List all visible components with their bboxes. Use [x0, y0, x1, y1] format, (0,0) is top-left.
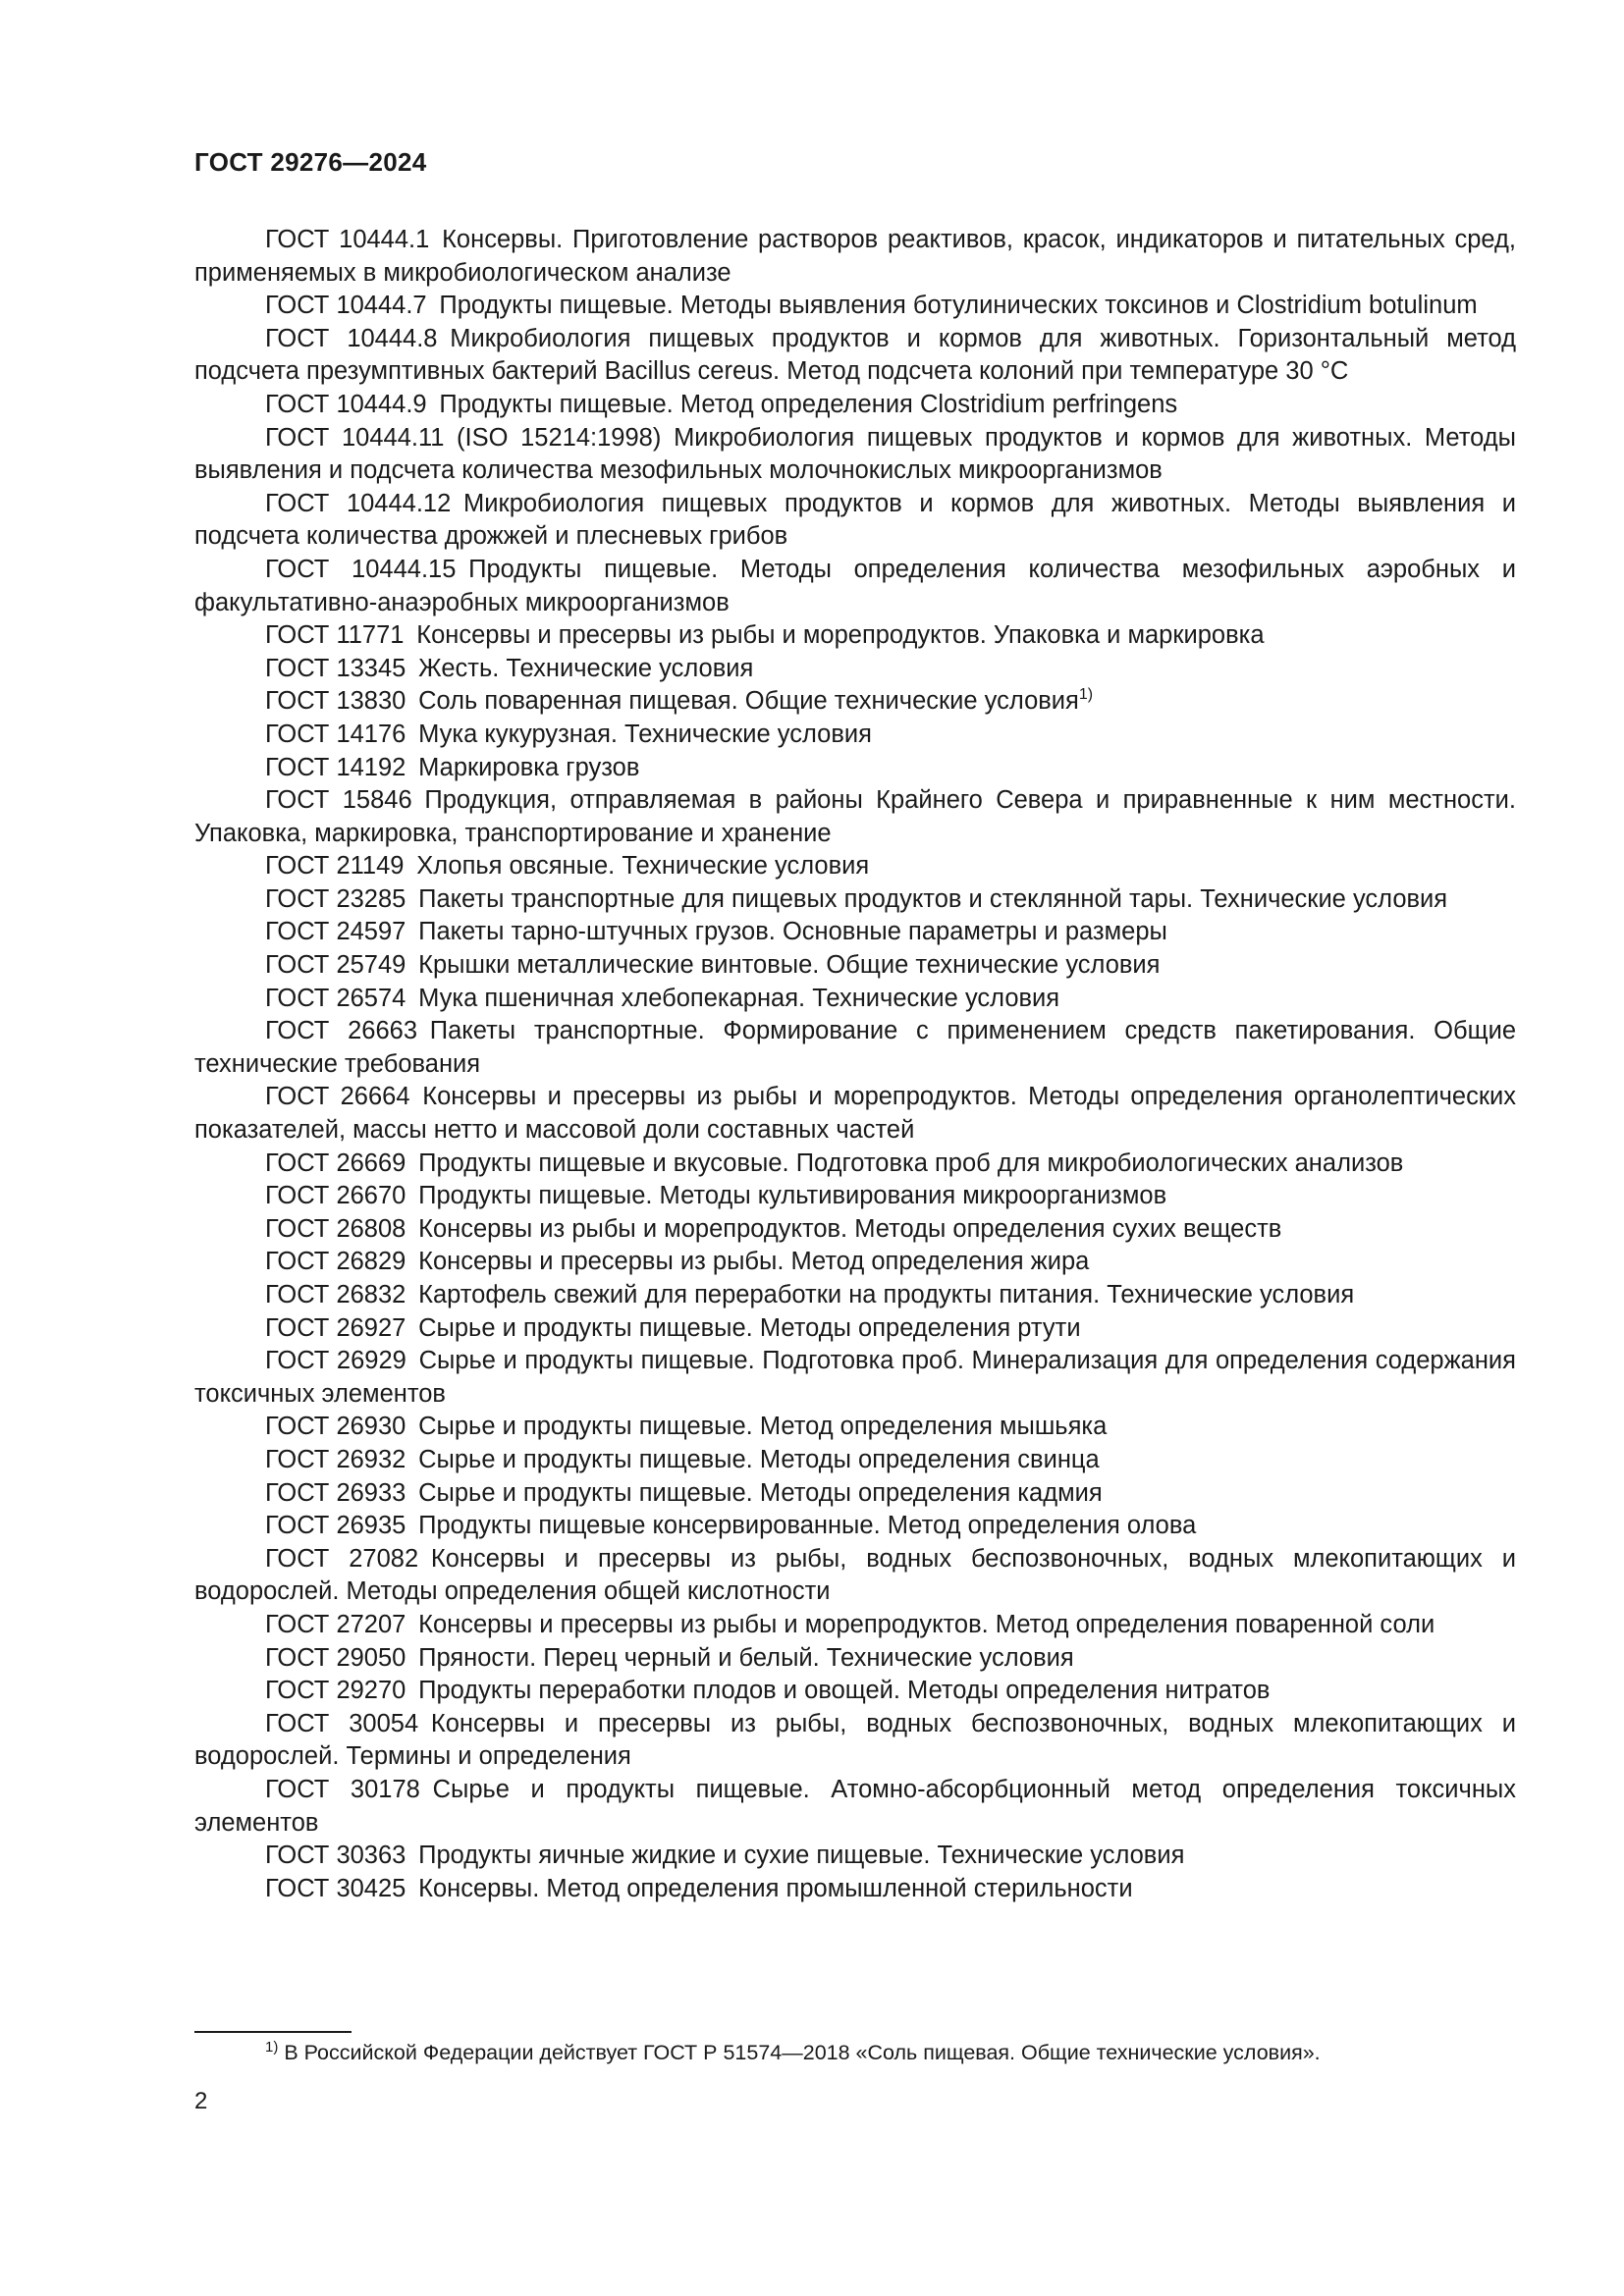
reference-code: ГОСТ 27082 [265, 1544, 419, 1573]
reference-code: ГОСТ 10444.9 [265, 390, 427, 418]
reference-title: Консервы из рыбы и морепродуктов. Методы определения сухих веществ [418, 1214, 1282, 1243]
reference-code: ГОСТ 10444.1 [265, 226, 430, 253]
reference-code: ГОСТ 26932 [265, 1445, 406, 1473]
reference-title: Пакеты транспортные для пищевых продуктов и стеклянной тары. Технические условия [418, 884, 1448, 913]
reference-code: ГОСТ 24597 [265, 918, 406, 946]
footnote [265, 2041, 1321, 2065]
reference-entry [194, 1543, 1516, 1609]
reference-code: ГОСТ 21149 [265, 852, 405, 881]
reference-code: ГОСТ 26832 [265, 1281, 406, 1308]
reference-entry [194, 488, 1516, 554]
page-number: 2 [194, 2088, 208, 2114]
reference-code: ГОСТ 13830 [265, 687, 406, 716]
reference-title: Продукты пищевые. Методы определения количества мезофильных аэробных и факультативно-анаэробных микроорганизмов [194, 555, 1516, 616]
reference-entry [194, 949, 1516, 983]
reference-title: Продукция, отправляемая в районы Крайнего Севера и приравненные к ним местности. Упаковка, маркировка, транспортирование и хранение [194, 786, 1516, 847]
reference-title: Мука кукурузная. Технические условия [418, 720, 872, 748]
reference-code: ГОСТ 26808 [265, 1214, 406, 1243]
reference-entry [194, 290, 1516, 323]
reference-code: ГОСТ 10444.12 [265, 489, 452, 517]
reference-code: ГОСТ 26669 [265, 1148, 406, 1177]
reference-title: Сырье и продукты пищевые. Методы определения свинца [418, 1445, 1100, 1473]
reference-entry [194, 1246, 1516, 1279]
reference-code: ГОСТ 26927 [265, 1313, 406, 1342]
reference-entry [194, 1642, 1516, 1676]
reference-title: Продукты пищевые консервированные. Метод определения олова [418, 1512, 1197, 1540]
reference-code: ГОСТ 30054 [265, 1709, 419, 1737]
reference-code: ГОСТ 29270 [265, 1677, 406, 1705]
reference-code: ГОСТ 26933 [265, 1478, 406, 1507]
reference-title: Картофель свежий для переработки на продукты питания. Технические условия [418, 1281, 1355, 1308]
reference-title: Сырье и продукты пищевые. Метод определения мышьяка [418, 1413, 1108, 1441]
reference-entry [194, 619, 1516, 653]
reference-title: Консервы и пресервы из рыбы, водных беспозвоночных, водных млекопитающих и водорослей. Термины и определения [194, 1709, 1517, 1771]
reference-code: ГОСТ 26663 [265, 1017, 418, 1045]
reference-title: Консервы и пресервы из рыбы и морепродуктов. Упаковка и маркировка [416, 621, 1265, 650]
reference-title: Консервы. Метод определения промышленной стерильности [418, 1874, 1133, 1902]
reference-title: Микробиология пищевых продуктов и кормов для животных. Методы выявления и подсчета количества мезофильных молочнокислых микроорганизмов [194, 423, 1516, 485]
reference-code: ГОСТ 10444.11 (ISO 15214:1998) [265, 423, 662, 452]
reference-title: Мука пшеничная хлебопекарная. Технические условия [418, 984, 1060, 1012]
reference-entry [194, 883, 1516, 917]
document-header: ГОСТ 29276—2024 [194, 147, 427, 177]
reference-title: Продукты пищевые. Методы культивирования микроорганизмов [418, 1182, 1167, 1210]
reference-entry [194, 1081, 1516, 1147]
reference-entry [194, 1213, 1516, 1247]
reference-title: Продукты переработки плодов и овощей. Методы определения нитратов [418, 1677, 1271, 1705]
reference-entry [194, 323, 1516, 389]
reference-entry [194, 1708, 1516, 1774]
reference-code: ГОСТ 11771 [265, 621, 405, 650]
reference-title: Консервы и пресервы из рыбы и морепродуктов. Метод определения поваренной соли [418, 1610, 1435, 1638]
reference-code: ГОСТ 13345 [265, 654, 406, 682]
reference-code: ГОСТ 30363 [265, 1842, 406, 1870]
reference-title: Продукты пищевые. Методы выявления ботулинических токсинов и Clostridium botulinum [439, 292, 1478, 320]
reference-entry [194, 1510, 1516, 1543]
reference-entry [194, 554, 1516, 619]
reference-entry [194, 850, 1516, 883]
reference-title: Хлопья овсяные. Технические условия [416, 852, 870, 881]
footnote-separator [194, 2031, 352, 2033]
reference-code: ГОСТ 26935 [265, 1512, 406, 1540]
reference-code: ГОСТ 30178 [265, 1775, 420, 1803]
reference-entry [194, 1279, 1516, 1312]
footnote-text: В Российской Федерации действует ГОСТ Р 51574—2018 «Соль пищевая. Общие технические условия». [284, 2041, 1321, 2064]
reference-title: Пряности. Перец черный и белый. Технические условия [418, 1643, 1074, 1672]
reference-entry [194, 916, 1516, 949]
reference-title: Продукты яичные жидкие и сухие пищевые. Технические условия [418, 1842, 1185, 1870]
reference-entry [194, 784, 1516, 850]
reference-title: Пакеты тарно-штучных грузов. Основные параметры и размеры [418, 918, 1167, 946]
reference-entry [194, 1411, 1516, 1444]
reference-entry [194, 1180, 1516, 1213]
reference-code: ГОСТ 26930 [265, 1413, 406, 1441]
reference-title: Консервы. Приготовление растворов реактивов, красок, индикаторов и питательных сред, применяемых в микробиологическом анализе [194, 226, 1517, 287]
reference-entry [194, 1345, 1516, 1411]
reference-entry [194, 1148, 1516, 1181]
reference-code: ГОСТ 26574 [265, 984, 406, 1012]
reference-entry [194, 1312, 1516, 1346]
reference-entry [194, 1840, 1516, 1873]
reference-code: ГОСТ 14176 [265, 720, 406, 748]
reference-entry [194, 719, 1516, 752]
reference-title: Консервы и пресервы из рыбы, водных беспозвоночных, водных млекопитающих и водорослей. Методы определения общей кислотности [194, 1544, 1517, 1606]
reference-code: ГОСТ 10444.7 [265, 292, 427, 320]
reference-entry [194, 1873, 1516, 1906]
reference-title: Консервы и пресервы из рыбы и морепродуктов. Методы определения органолептических показателей, массы нетто и массовой доли составных частей [194, 1083, 1516, 1145]
reference-title: Маркировка грузов [418, 753, 640, 781]
reference-code: ГОСТ 26829 [265, 1248, 406, 1276]
footnote-marker: 1) [265, 2039, 279, 2056]
reference-entry [194, 1675, 1516, 1708]
reference-title: Соль поваренная пищевая. Общие технические условия [418, 687, 1079, 716]
reference-code: ГОСТ 27207 [265, 1610, 406, 1638]
reference-entry [194, 389, 1516, 422]
reference-entry [194, 983, 1516, 1016]
reference-code: ГОСТ 29050 [265, 1643, 406, 1672]
reference-title: Пакеты транспортные. Формирование с применением средств пакетирования. Общие технические требования [194, 1017, 1517, 1078]
normative-references-list [194, 224, 1516, 1905]
reference-title: Сырье и продукты пищевые. Методы определения кадмия [418, 1478, 1103, 1507]
reference-title: Продукты пищевые и вкусовые. Подготовка проб для микробиологических анализов [418, 1148, 1404, 1177]
reference-title: Крышки металлические винтовые. Общие технические условия [418, 951, 1161, 980]
reference-entry [194, 1477, 1516, 1511]
reference-entry [194, 1609, 1516, 1642]
reference-code: ГОСТ 10444.15 [265, 555, 457, 583]
reference-title: Сырье и продукты пищевые. Атомно-абсорбционный метод определения токсичных элементов [194, 1775, 1516, 1837]
reference-title: Консервы и пресервы из рыбы. Метод определения жира [418, 1248, 1090, 1276]
reference-entry [194, 224, 1516, 290]
reference-entry [194, 752, 1516, 785]
reference-entry [194, 653, 1516, 686]
reference-code: ГОСТ 26670 [265, 1182, 406, 1210]
reference-title: Микробиология пищевых продуктов и кормов для животных. Методы выявления и подсчета количества дрожжей и плесневых грибов [194, 489, 1516, 551]
reference-code: ГОСТ 30425 [265, 1874, 406, 1902]
reference-code: ГОСТ 10444.8 [265, 324, 438, 352]
reference-entry [194, 1774, 1516, 1840]
reference-code: ГОСТ 23285 [265, 884, 406, 913]
reference-code: ГОСТ 15846 [265, 786, 412, 815]
reference-code: ГОСТ 14192 [265, 753, 406, 781]
reference-code: ГОСТ 26664 [265, 1083, 410, 1111]
reference-title: Сырье и продукты пищевые. Методы определения ртути [418, 1313, 1081, 1342]
reference-code: ГОСТ 25749 [265, 951, 406, 980]
reference-title: Микробиология пищевых продуктов и кормов для животных. Горизонтальный метод подсчета презумптивных бактерий Bacillus cereus. Метод подсчета колоний при температуре 30 °C [194, 324, 1516, 386]
reference-entry [194, 1444, 1516, 1477]
reference-entry [194, 1015, 1516, 1081]
reference-title: Сырье и продукты пищевые. Подготовка проб. Минерализация для определения содержания токсичных элементов [194, 1347, 1516, 1408]
reference-title: Продукты пищевые. Метод определения Clostridium perfringens [439, 390, 1178, 418]
reference-code: ГОСТ 26929 [265, 1347, 406, 1375]
reference-entry [194, 685, 1516, 719]
reference-title: Жесть. Технические условия [418, 654, 754, 682]
footnote-ref-marker: 1) [1078, 686, 1094, 704]
reference-entry [194, 422, 1516, 488]
